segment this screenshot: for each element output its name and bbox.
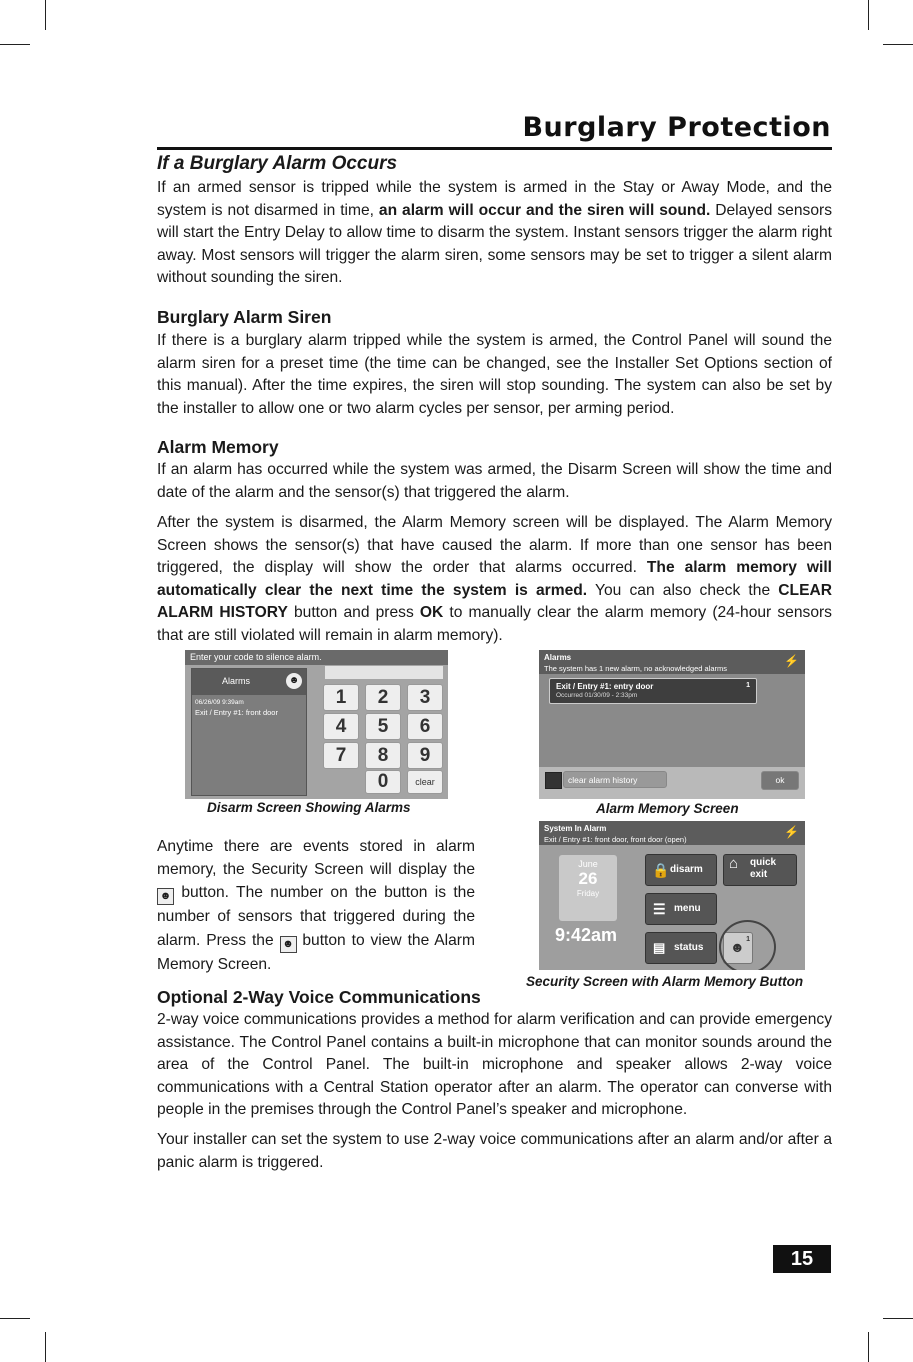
- lock-icon: 🔒: [652, 862, 670, 878]
- caption-security-screen: Security Screen with Alarm Memory Button: [526, 974, 804, 989]
- ok-button[interactable]: ok: [761, 771, 799, 790]
- crop-mark: [45, 0, 46, 30]
- keypad-key-4[interactable]: 4: [323, 713, 359, 740]
- alarm-memory-count: 1: [746, 936, 750, 943]
- calendar-month: June: [578, 859, 598, 869]
- security-subtitle: Exit / Entry #1: front door, front door (open): [544, 835, 687, 844]
- crop-mark: [883, 1318, 913, 1319]
- alarm-memory-icon: ☻: [286, 673, 302, 689]
- clear-history-checkbox[interactable]: [545, 772, 562, 789]
- house-icon: ⌂: [729, 855, 739, 872]
- code-entry-field[interactable]: [325, 666, 443, 679]
- paragraph-alarm-memory-button: [157, 835, 475, 976]
- text-run: After the system is disarmed, the Alarm Memory screen will be displayed. The Alarm Memory Screen shows the sensor(s) that have caused the alarm. If more than one sensor has been triggered, the display will show the order that alarms occurred.: [157, 514, 832, 577]
- security-header: [539, 821, 805, 845]
- alarms-label: Alarms: [222, 676, 251, 686]
- keypad-key-8[interactable]: 8: [365, 742, 401, 769]
- quick-exit-button[interactable]: [723, 854, 797, 886]
- text-run: button to view the Alarm Memory Screen.: [157, 931, 475, 973]
- keypad-key-5[interactable]: 5: [365, 713, 401, 740]
- text-run: to manually clear the alarm memory (24-hour sensors that are still violated will remain in alarm memory).: [157, 604, 832, 644]
- clock-time: 9:42am: [555, 925, 618, 945]
- keypad-key-3[interactable]: 3: [407, 684, 443, 711]
- status-label: status: [674, 942, 704, 953]
- header-rule: [157, 147, 832, 150]
- quick-exit-label: quick exit: [750, 857, 777, 880]
- text-run: button and press: [287, 604, 420, 622]
- text-run: You can also check the: [587, 581, 779, 599]
- keypad-key-1[interactable]: 1: [323, 684, 359, 711]
- section-title-voice-communications: Optional 2-Way Voice Communications: [157, 987, 481, 1007]
- alarm-zone: Exit / Entry #1: front door: [195, 708, 278, 717]
- alarm-memory-screen-image: [539, 650, 805, 799]
- text-run: Anytime there are events stored in alarm memory, the Security Screen will display the: [157, 838, 475, 879]
- crop-mark: [868, 1332, 869, 1362]
- disarm-label: disarm: [670, 864, 703, 875]
- paragraph: If there is a burglary alarm tripped while the system is armed, the Control Panel will sound the alarm siren for a preset time (the time can be changed, see the Installer Set Options section of this manual). After the time expires, the siren will stop sounding. The system can also be set by the installer to allow one or two alarm cycles per sensor, per arming period.: [157, 332, 832, 417]
- alarm-entry-row[interactable]: [549, 678, 757, 704]
- crop-mark: [0, 1318, 30, 1319]
- disarm-button[interactable]: [645, 854, 717, 886]
- alarm-time: 06/26/09 9:39am: [195, 699, 244, 706]
- keypad-key-7[interactable]: 7: [323, 742, 359, 769]
- text-run: button. The number on the button is the number of sensors that triggered during the alarm. Press the: [157, 884, 475, 949]
- calendar-widget: [559, 855, 617, 921]
- bold-text: CLEAR ALARM HISTORY: [157, 581, 832, 622]
- bold-text: an alarm will occur and the siren will sound.: [378, 201, 711, 219]
- alarm-entry-occurred: Occurred 01/30/09 - 2:33pm: [556, 692, 638, 699]
- menu-label: menu: [674, 903, 701, 914]
- plug-icon: ⚡: [784, 654, 799, 668]
- section-title-alarm-siren: Burglary Alarm Siren: [157, 307, 332, 327]
- menu-button[interactable]: [645, 893, 717, 925]
- calendar-weekday: Friday: [576, 889, 600, 898]
- highlight-circle: [719, 920, 776, 970]
- crop-mark: [0, 44, 30, 45]
- disarm-prompt: Enter your code to silence alarm.: [185, 650, 448, 665]
- paragraph: If an alarm has occurred while the system was armed, the Disarm Screen will show the time and date of the alarm and the sensor(s) that triggered the alarm.: [157, 461, 832, 501]
- alarms-panel: [191, 668, 307, 796]
- security-screen-image: [539, 821, 805, 970]
- alarm-entry-name: Exit / Entry #1: entry door: [556, 682, 654, 691]
- memory-header: [539, 650, 805, 674]
- keypad-key-0[interactable]: 0: [365, 770, 401, 794]
- section-title-burglary-alarm: If a Burglary Alarm Occurs: [157, 153, 398, 174]
- section-title-alarm-memory: Alarm Memory: [157, 437, 279, 457]
- page-header-title: Burglary Protection: [522, 112, 831, 143]
- caption-disarm-screen: Disarm Screen Showing Alarms: [207, 800, 411, 815]
- alarm-memory-icon: ☻: [157, 888, 174, 905]
- menu-icon: ☰: [653, 901, 666, 917]
- caption-memory-screen: Alarm Memory Screen: [596, 801, 739, 816]
- crop-mark: [868, 0, 869, 30]
- keypad-key-6[interactable]: 6: [407, 713, 443, 740]
- alarm-memory-icon: ☻: [280, 936, 297, 953]
- text-run: Delayed sensors will start the Entry Delay to allow time to disarm the system. Instant sensors trigger the alarm right away. Most sensors will trigger the alarm siren, some sensors may be set to trigger a silent alarm without sounding the siren.: [157, 201, 832, 287]
- security-title: System In Alarm: [544, 824, 607, 833]
- keypad-clear[interactable]: clear: [407, 770, 443, 794]
- paragraph: Your installer can set the system to use 2-way voice communications after an alarm and/or after a panic alarm is triggered.: [157, 1131, 832, 1171]
- status-icon: ▤: [653, 940, 666, 955]
- bold-text: OK: [419, 604, 444, 622]
- memory-subtitle: The system has 1 new alarm, no acknowledged alarms: [544, 664, 728, 673]
- paragraph: [157, 512, 832, 648]
- clear-alarm-history-button[interactable]: clear alarm history: [563, 771, 667, 788]
- crop-mark: [45, 1332, 46, 1362]
- crop-mark: [883, 44, 913, 45]
- bold-text: The alarm memory will automatically clear the next time the system is armed.: [157, 559, 832, 599]
- alarm-entry-count: 1: [746, 682, 750, 689]
- paragraph: 2-way voice communications provides a method for alarm verification and can provide emergency assistance. The Control Panel contains a built-in microphone that can monitor sounds around the area of the Control Panel. The built-in microphone and speaker allows 2-way voice communications with a Central Station operator after an alarm. The operator can converse with people in the premises through the Control Panel’s speaker and microphone.: [157, 1011, 832, 1119]
- paragraph: [157, 177, 832, 290]
- plug-icon: ⚡: [784, 825, 799, 839]
- calendar-day: 26: [578, 869, 598, 888]
- alarm-memory-icon: ☻: [730, 939, 745, 955]
- memory-title: Alarms: [544, 653, 572, 662]
- keypad-key-9[interactable]: 9: [407, 742, 443, 769]
- keypad-key-2[interactable]: 2: [365, 684, 401, 711]
- disarm-screen-image: [185, 650, 448, 799]
- page-number: 15: [773, 1245, 831, 1273]
- status-button[interactable]: [645, 932, 717, 964]
- text-run: If an armed sensor is tripped while the system is armed in the Stay or Away Mode, and the system is not disarmed in time,: [157, 179, 832, 219]
